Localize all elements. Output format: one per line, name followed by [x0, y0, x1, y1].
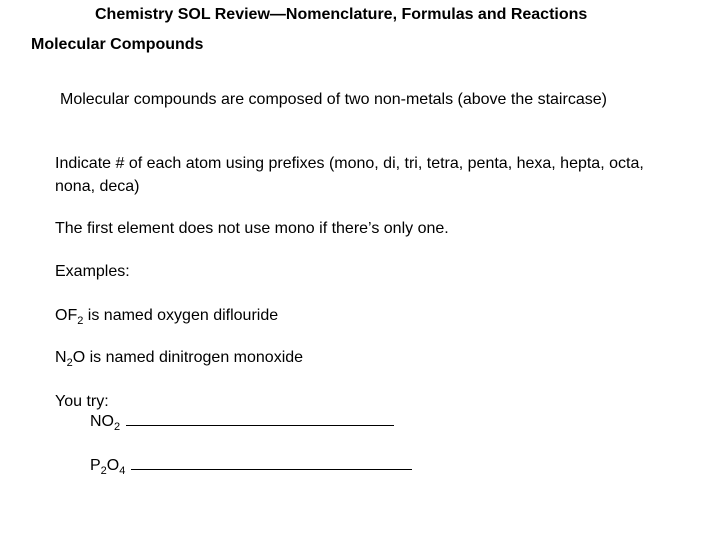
- example-2-subscript: 2: [66, 357, 73, 369]
- example-1-subscript: 2: [77, 315, 84, 327]
- prefixes-paragraph: Indicate # of each atom using prefixes (mono, di, tri, tetra, penta, hexa, hepta, octa, nona, deca): [55, 155, 644, 195]
- page-title: Chemistry SOL Review—Nomenclature, Formulas and Reactions: [95, 6, 588, 23]
- example-2: [55, 346, 655, 369]
- example-2-formula-a: N: [55, 349, 67, 366]
- section-heading: Molecular Compounds: [31, 36, 204, 53]
- example-1-text: is named oxygen diflouride: [83, 307, 279, 324]
- question-1-answer-blank: [126, 424, 394, 426]
- question-2-subscript-b: 4: [119, 465, 126, 477]
- first-element-rule: The first element does not use mono if there’s only one.: [55, 220, 449, 237]
- question-1: [90, 410, 690, 433]
- question-2-formula-a: P: [90, 457, 101, 474]
- question-1-formula: NO: [90, 413, 114, 430]
- question-2-answer-blank: [131, 468, 412, 470]
- example-2-text: is named dinitrogen monoxide: [85, 349, 304, 366]
- question-2: [90, 454, 690, 477]
- question-1-subscript: 2: [114, 421, 121, 433]
- examples-label: Examples:: [55, 263, 130, 280]
- example-2-formula-b: O: [72, 349, 86, 366]
- you-try-label: You try:: [55, 393, 109, 410]
- example-1: [55, 304, 655, 327]
- question-2-formula-b: O: [106, 457, 120, 474]
- definition-paragraph: Molecular compounds are composed of two non-metals (above the staircase): [60, 91, 607, 108]
- example-1-formula: OF: [55, 307, 78, 324]
- question-2-subscript-a: 2: [100, 465, 107, 477]
